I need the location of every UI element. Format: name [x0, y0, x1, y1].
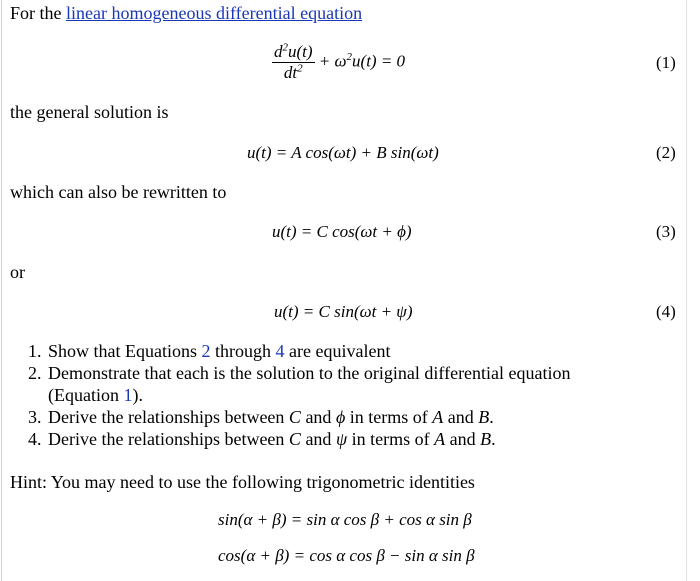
task-item-1: 1. Show that Equations 2 through 4 are equivalent: [28, 341, 391, 361]
text-or: or: [10, 262, 25, 282]
equation-1: $\frac{d^2u(t)}{dt^2}$ + $\omega^2u(t) = 0$: [274, 41, 406, 82]
task-item-3: 3. Derive the relationships between C and ϕ in terms of A and B.: [28, 407, 494, 427]
equation-3: u(t) = C cos(ωt + ϕ): [272, 222, 412, 241]
hint-text: Hint: You may need to use the following trigonometric identities: [10, 472, 475, 492]
equation-4-number: (4): [656, 302, 676, 321]
left-border: [1, 0, 2, 581]
equation-ref-4[interactable]: 4: [275, 341, 285, 361]
link-linear-homogeneous-de[interactable]: linear homogeneous differential equation: [66, 3, 363, 23]
equation-3-number: (3): [656, 222, 676, 241]
text-general-solution: the general solution is: [10, 102, 169, 122]
equation-ref-1[interactable]: 1: [123, 385, 133, 405]
identity-sin-sum: sin(α + β) = sin α cos β + cos α sin β: [218, 510, 472, 529]
text-rewritten: which can also be rewritten to: [10, 182, 227, 202]
equation-4: u(t) = C sin(ωt + ψ): [274, 302, 413, 321]
intro-paragraph: [10, 2, 362, 24]
task-list: [28, 340, 628, 450]
equation-ref-2[interactable]: 2: [201, 341, 211, 361]
fraction-d2u-dt2: $\frac{d^2u(t)}{dt^2}$: [274, 41, 313, 82]
equation-2: u(t) = A cos(ωt) + B sin(ωt): [247, 143, 439, 162]
equation-1-number: (1): [656, 53, 676, 72]
equation-2-number: (2): [656, 143, 676, 162]
intro-prefix: For the: [10, 3, 66, 23]
identity-cos-sum: cos(α + β) = cos α cos β − sin α sin β: [218, 546, 475, 565]
task-item-2: 2. Demonstrate that each is the solution to the original differential equation (Equation 1).: [28, 363, 571, 405]
right-border: [686, 0, 687, 581]
task-item-4: 4. Derive the relationships between C and ψ in terms of A and B.: [28, 429, 496, 449]
